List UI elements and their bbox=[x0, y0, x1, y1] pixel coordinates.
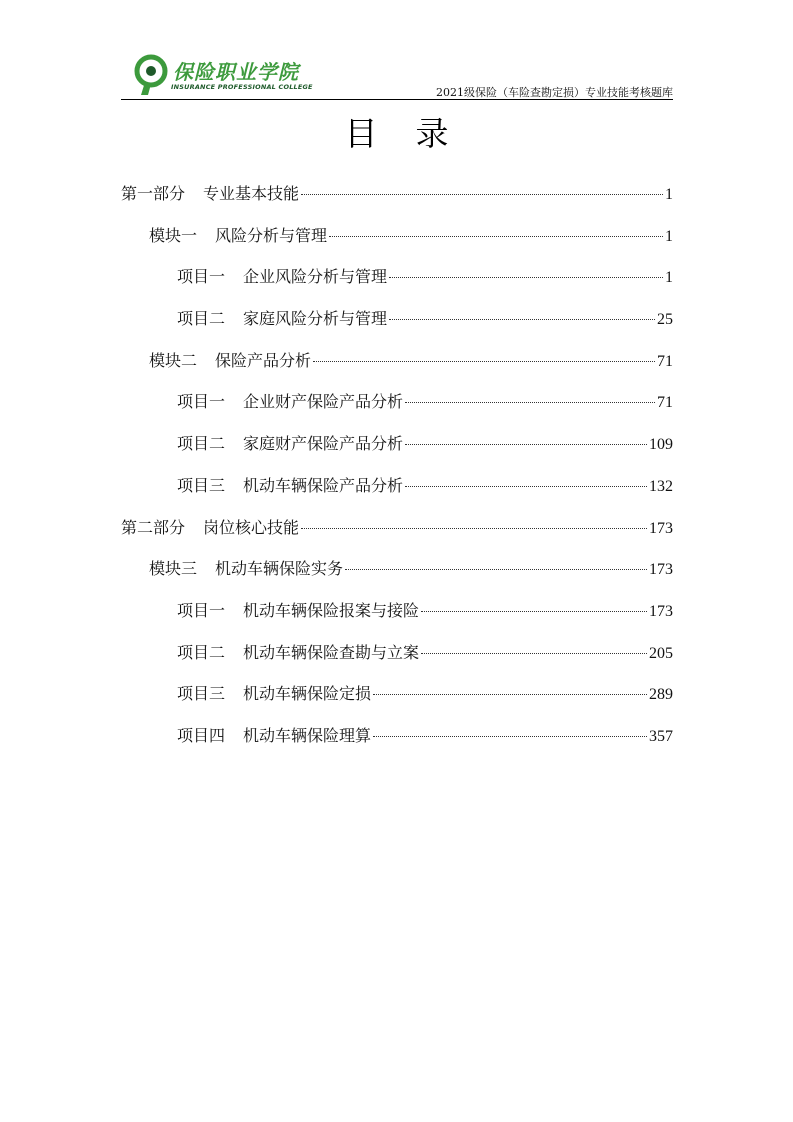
dot-leader bbox=[405, 402, 655, 403]
toc-entry-page: 173 bbox=[649, 602, 673, 620]
toc-entry-page: 173 bbox=[649, 519, 673, 537]
toc-entry-page: 357 bbox=[649, 727, 673, 745]
toc-entry-part-1[interactable] bbox=[121, 177, 673, 219]
dot-leader bbox=[389, 277, 663, 278]
toc-entry-label: 项目一 bbox=[177, 267, 226, 287]
dot-leader bbox=[313, 361, 655, 362]
toc-entry-label: 第一部分 bbox=[121, 184, 186, 203]
logo-name: 保险职业学院 bbox=[173, 60, 299, 84]
toc-entry-text: 企业财产保险产品分析 bbox=[243, 392, 404, 412]
toc-entry-text: 岗位核心技能 bbox=[203, 517, 300, 537]
dot-leader bbox=[301, 528, 647, 529]
toc-entry-label: 项目四 bbox=[177, 725, 226, 745]
dot-leader bbox=[329, 236, 663, 237]
toc-entry-project[interactable] bbox=[121, 302, 673, 344]
toc-entry-part-2[interactable] bbox=[121, 511, 673, 553]
toc-entry-project[interactable] bbox=[121, 469, 673, 511]
toc-entry-text: 机动车辆保险产品分析 bbox=[243, 475, 404, 495]
toc-entry-page: 132 bbox=[649, 477, 673, 495]
dot-leader bbox=[421, 611, 647, 612]
toc-entry-label: 模块二 bbox=[149, 350, 198, 370]
toc-entry-page: 289 bbox=[649, 686, 673, 704]
toc-entry-page: 1 bbox=[665, 227, 673, 245]
toc-list bbox=[121, 177, 673, 761]
toc-entry-label: 项目三 bbox=[177, 684, 226, 704]
toc-entry-page: 173 bbox=[649, 561, 673, 579]
toc-entry-page: 71 bbox=[657, 394, 673, 412]
toc-entry-text: 企业风险分析与管理 bbox=[243, 267, 388, 287]
dot-leader bbox=[301, 194, 663, 195]
toc-entry-module-2[interactable] bbox=[121, 344, 673, 386]
toc-entry-page: 71 bbox=[657, 352, 673, 370]
toc-entry-label: 项目一 bbox=[177, 392, 226, 412]
dot-leader bbox=[373, 736, 647, 737]
dot-leader bbox=[405, 486, 647, 487]
toc-entry-label: 项目二 bbox=[177, 309, 226, 329]
toc-entry-label: 项目一 bbox=[177, 600, 226, 620]
toc-entry-page: 1 bbox=[665, 186, 673, 203]
running-title: 2021级保险（车险查勘定损）专业技能考核题库 bbox=[436, 86, 673, 99]
toc-entry-label: 模块三 bbox=[149, 559, 198, 579]
toc-entry-project[interactable] bbox=[121, 594, 673, 636]
page-header bbox=[121, 50, 673, 100]
toc-entry-module-3[interactable] bbox=[121, 552, 673, 594]
toc-title: 目录 bbox=[344, 114, 487, 153]
college-logo bbox=[131, 54, 311, 96]
dot-leader bbox=[345, 569, 647, 570]
header-rule bbox=[121, 99, 673, 100]
logo-subtitle: INSURANCE PROFESSIONAL COLLEGE bbox=[171, 83, 313, 91]
toc-entry-text: 家庭财产保险产品分析 bbox=[243, 434, 404, 454]
toc-entry-page: 109 bbox=[649, 436, 673, 454]
toc-entry-label: 模块一 bbox=[149, 225, 198, 245]
toc-entry-text: 专业基本技能 bbox=[203, 184, 300, 203]
toc-entry-project[interactable] bbox=[121, 260, 673, 302]
toc-entry-label: 项目二 bbox=[177, 434, 226, 454]
toc-entry-text: 保险产品分析 bbox=[215, 350, 312, 370]
toc-entry-page: 1 bbox=[665, 269, 673, 287]
toc-entry-text: 机动车辆保险理算 bbox=[243, 725, 372, 745]
toc-entry-text: 机动车辆保险报案与接险 bbox=[243, 600, 420, 620]
toc-entry-project[interactable] bbox=[121, 677, 673, 719]
toc-entry-project[interactable] bbox=[121, 427, 673, 469]
toc-entry-label: 项目二 bbox=[177, 642, 226, 662]
toc-entry-page: 25 bbox=[657, 311, 673, 329]
toc-entry-label: 第二部分 bbox=[121, 517, 186, 537]
toc-entry-text: 机动车辆保险实务 bbox=[215, 559, 344, 579]
toc-entry-project[interactable] bbox=[121, 385, 673, 427]
college-emblem-icon bbox=[131, 54, 171, 96]
toc-entry-text: 机动车辆保险定损 bbox=[243, 684, 372, 704]
toc-entry-text: 机动车辆保险查勘与立案 bbox=[243, 642, 420, 662]
dot-leader bbox=[421, 653, 647, 654]
dot-leader bbox=[373, 694, 647, 695]
toc-entry-project[interactable] bbox=[121, 636, 673, 678]
dot-leader bbox=[389, 319, 655, 320]
toc-entry-text: 风险分析与管理 bbox=[215, 225, 328, 245]
toc-entry-label: 项目三 bbox=[177, 475, 226, 495]
toc-entry-text: 家庭风险分析与管理 bbox=[243, 309, 388, 329]
toc-entry-page: 205 bbox=[649, 644, 673, 662]
toc-entry-module-1[interactable] bbox=[121, 219, 673, 261]
toc-entry-project[interactable] bbox=[121, 719, 673, 761]
dot-leader bbox=[405, 444, 647, 445]
